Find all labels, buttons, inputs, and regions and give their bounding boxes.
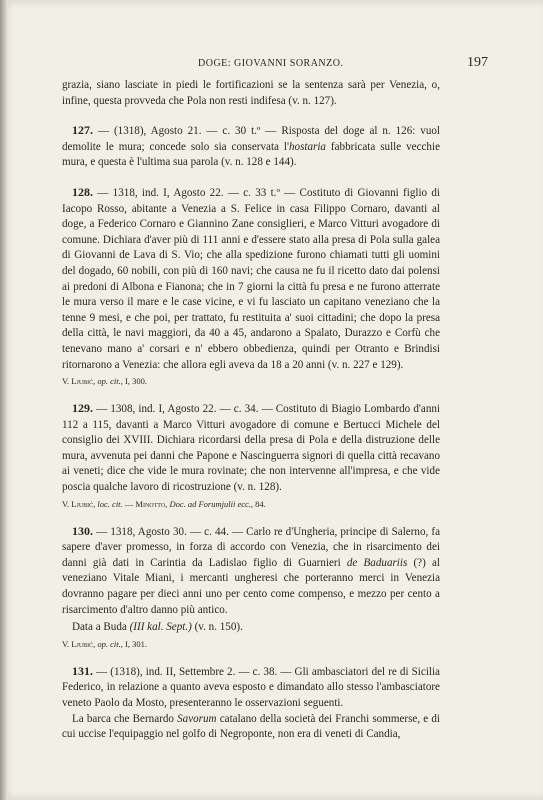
citation-work: op. cit., [97,376,123,387]
citation-author: V. Ljubić, [62,498,96,509]
date-text: (v. n. 150). [191,621,243,634]
entry-text: — 1308, ind. I, Agosto 22. — c. 34. — Costituto di Biagio Lombardo d'anni 112 a 115, davanti a Marco Vitturi avogadore di comune e Bertucci Michele del consiglio dei XVIII. Dichiara ricordarsi della presa di Pola e della distruzione delle mura, avvenuta pei danni che Papone e Nascinguerra signori di quella città recavano ai veneti; dice che vide le mura rovinate; che non intervenne all'impresa, e che vide poscia qualche lavoro di ricostruzione (v. n. 128). [62,403,440,494]
dating-clause [72,620,440,636]
running-title: DOGE: GIOVANNI SORANZO. [198,58,344,69]
citation-work: Doc. ad Forumjulii ecc., [169,498,254,509]
page-text [62,78,440,743]
citation-author: V. Ljubić, [62,638,96,649]
date-italic: (III kal. Sept.) [129,621,192,634]
entry-body [62,664,440,712]
citation-pages: 84. [253,498,266,509]
citation-pages: I, 301. [122,638,147,649]
page-number: 197 [467,55,488,70]
entry-body [62,185,440,373]
citation-work: op. cit., [97,638,123,649]
citation-pages: I, 300. [122,376,147,387]
citation-separator: — [122,498,136,509]
entry-130 [62,524,440,650]
entry-127 [62,123,440,171]
source-citation [62,638,440,650]
entry-128 [62,185,440,387]
citation-author: V. Ljubić, [62,376,96,387]
entry-continuation [62,712,440,743]
entry-number: 128. [72,184,93,199]
entry-body [62,401,440,496]
entry-body [62,123,440,171]
entry-body [62,524,440,619]
source-citation [62,498,440,510]
book-spine-shadow [0,0,8,800]
entry-italic-term: Savorum [177,712,217,725]
intro-paragraph: grazia, siano lasciate in piedi le fortificazioni se la sentenza sarà per Venezia, o, infine, questa provveda che Pola non resti indifesa (v. n. 127). [62,79,440,107]
entry-text: — (1318), ind. II, Settembre 2. — c. 38. — Gli ambasciatori del re di Sicilia Federico, in relazione a quanto aveva esposto e dimandato allo stesso l'ambasciatore veneto Paolo da Mosto, presenteranno le osservazioni seguenti. [62,665,440,709]
entry-text: fabbricata sulle vecchie mura, e questa è l'ultima sua parola (v. n. 128 e 144). [62,140,440,169]
entry-text: — 1318, Agosto 30. — c. 44. — Carlo re d'Ungheria, principe di Salerno, fa sapere d'aver promesso, in forza di accordo con Venezia, che in risarcimento dei danni già dati in Carintia da Ladislao figlio di Guarnieri [62,525,440,569]
entry-text: La barca che Bernardo [72,712,178,725]
entry-number: 131. [72,663,93,678]
entry-131 [62,664,440,743]
page-header [48,55,488,75]
citation-author: Minotto, [135,498,168,509]
citation-work: loc. cit. [97,498,123,509]
date-text: Data a Buda [72,621,130,634]
entry-number: 129. [72,401,93,416]
source-citation [62,375,440,387]
entry-text: (?) al veneziano Vitale Miani, i mercanti ungheresi che porteranno merci in Venezia dovranno pagare per dieci anni uno per cento come compenso, e mezzo per cento a risarcimento d'altro danno più antico. [62,556,440,616]
entry-text: — 1318, ind. I, Agosto 22. — c. 33 t.º — Costituto di Giovanni figlio di Iacopo Rosso, abitante a Venezia a S. Felice in casa Filippo Cornaro, davanti al doge, a Federico Cornaro e Giannino Zane consiglieri, e Marco Vitturi avogadore di comune. Dichiara d'aver più di 111 anni e d'essere stato alla presa di Pola sulla galea di Giovanni de Lava di S. Vio; che alla spedizione furono chiamati tutti gli uomini del dogado, 60 nobili, con più di 160 navi; che causa ne fu il ricetto dato dai polensi ai predoni di Albona e Fianona; che in 7 giorni la città fu presa e ne furono atterrate le mura verso il mare e le case vicine, e vi fu lasciato un capitano veneziano che la tenne 9 mesi, e che poi, per trattato, fu restituita a' suoi cittadini; che dopo la presa della città, le navi maggiori, da 40 a 45, andarono a Spalato, Durazzo e Corfù che tenevano mano a' corsari e n' ebbero obbedienza, quindi per Otranto e Brindisi ritornarono a Venezia: che allora egli aveva da 18 a 20 anni (v. n. 227 e 129). [62,186,440,371]
entry-number: 130. [72,523,93,538]
entry-number: 127. [72,123,93,138]
entry-italic-term: hostaria [288,140,326,153]
entry-129 [62,401,440,510]
entry-italic-term: de Baduariis [346,556,408,569]
entry-text: — (1318), Agosto 21. — c. 30 t.º — Risposta del doge al n. 126: vuol demolite le mura; concede solo sia conservata l' [62,125,440,153]
entry-text: catalano della società dei Franchi sommerse, e di cui uccise l'equipaggio nel golfo di Negroponte, non era di veneti di Candia, [62,712,441,741]
